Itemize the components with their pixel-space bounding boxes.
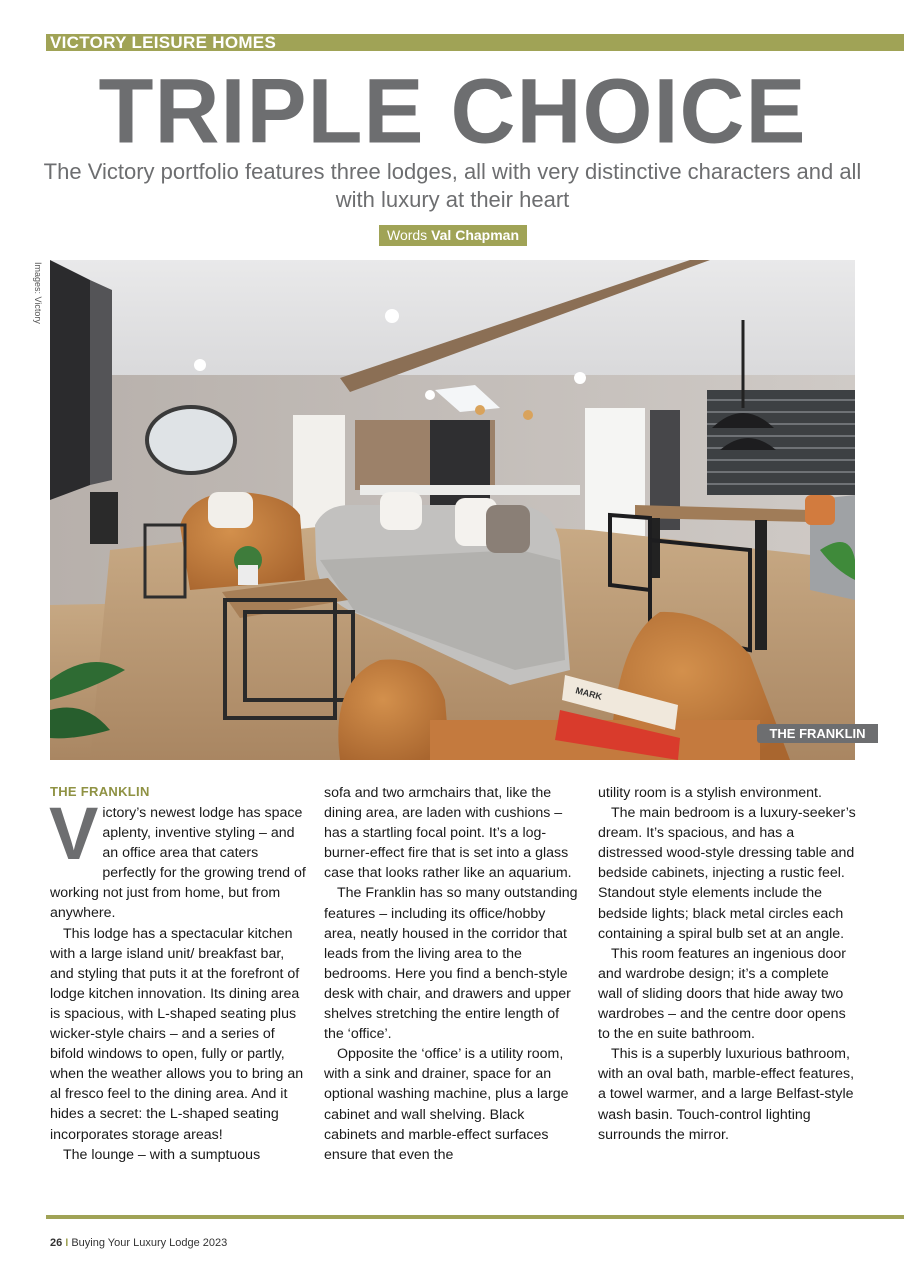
image-credit: Images: Victory [33,262,43,324]
paragraph: This is a superbly luxurious bathroom, with an oval bath, marble-effect features, a towel warmer, and a large Belfast-style wash basin. Touch-control lighting surrounds the mirror. [598,1046,855,1143]
article-column-1 [50,783,306,1165]
standfirst: The Victory portfolio features three lodges, all with very distinctive characters and all with luxury at their heart [43,159,862,212]
page-footer [50,1237,227,1249]
book-spine-text: MARK [574,685,604,702]
dropcap: V [49,792,99,875]
paragraph: The lounge – with a sumptuous [63,1146,261,1163]
footer-separator: I [65,1237,69,1249]
article-column-2 [324,783,580,1165]
byline [379,225,527,246]
lounge-photo [50,260,855,760]
article-column-3 [598,783,856,1145]
paragraph: sofa and two armchairs that, like the dining area, are laden with cushions – has a startling focal point. It’s a log-burner-effect fire that is set into a glass case that looks rather like an aquarium. [324,785,572,882]
paragraph: The main bedroom is a luxury-seeker’s dream. It’s spacious, and has a distressed wood-style dressing table and bedside cabinets, injecting a rustic feel. Standout style elements include the bedside lights; black metal circles each containing a spiral bulb set at an angle. [598,805,856,942]
paragraph: This lodge has a spectacular kitchen with a large island unit/ breakfast bar, and styling that puts it at the forefront of lodge kitchen innovation. Its dining area is spacious, with L-shaped seating plus wicker-style chairs – and a series of bifold windows to open, fully or partly, when the weather allows you to bring an al fresco feel to the dining area. And it hides a secret: the L-shaped seating incorporates storage areas! [50,925,304,1143]
photo-caption-tag: THE FRANKLIN [757,724,878,743]
section-label: VICTORY LEISURE HOMES [50,33,277,52]
publication-name: Buying Your Luxury Lodge 2023 [71,1237,228,1249]
paragraph [49,792,306,924]
paragraph: Opposite the ‘office’ is a utility room, with a sink and drainer, space for an optional washing machine, plus a large cabinet and wall shelving. Black cabinets and marble-effect surfaces ensure that even the [324,1046,569,1163]
page-title: TRIPLE CHOICE [98,61,807,163]
page-number: 26 [50,1237,63,1249]
paragraph: The Franklin has so many outstanding features – including its office/hobby area, neatly housed in the corridor that leads from the living area to the bedrooms. Here you find a bench-style desk with chair, and drawers and upper shelves stretching the entire length of the ‘office’. [324,885,578,1043]
byline-author: Val Chapman [431,227,519,243]
footer-bar [46,1215,904,1219]
paragraph-text: ictory’s newest lodge has space aplenty, inventive styling – and an office area that caters perfectly for the growing trend of working not just from home, but from anywhere. [50,805,306,922]
paragraph: utility room is a stylish environment. [598,785,822,801]
byline-prefix: Words [386,227,428,243]
paragraph: This room features an ingenious door and wardrobe design; it’s a complete wall of sliding doors that hide away two wardrobes – and the centre door opens to the en suite bathroom. [598,945,847,1043]
subhead: THE FRANKLIN [50,784,150,799]
